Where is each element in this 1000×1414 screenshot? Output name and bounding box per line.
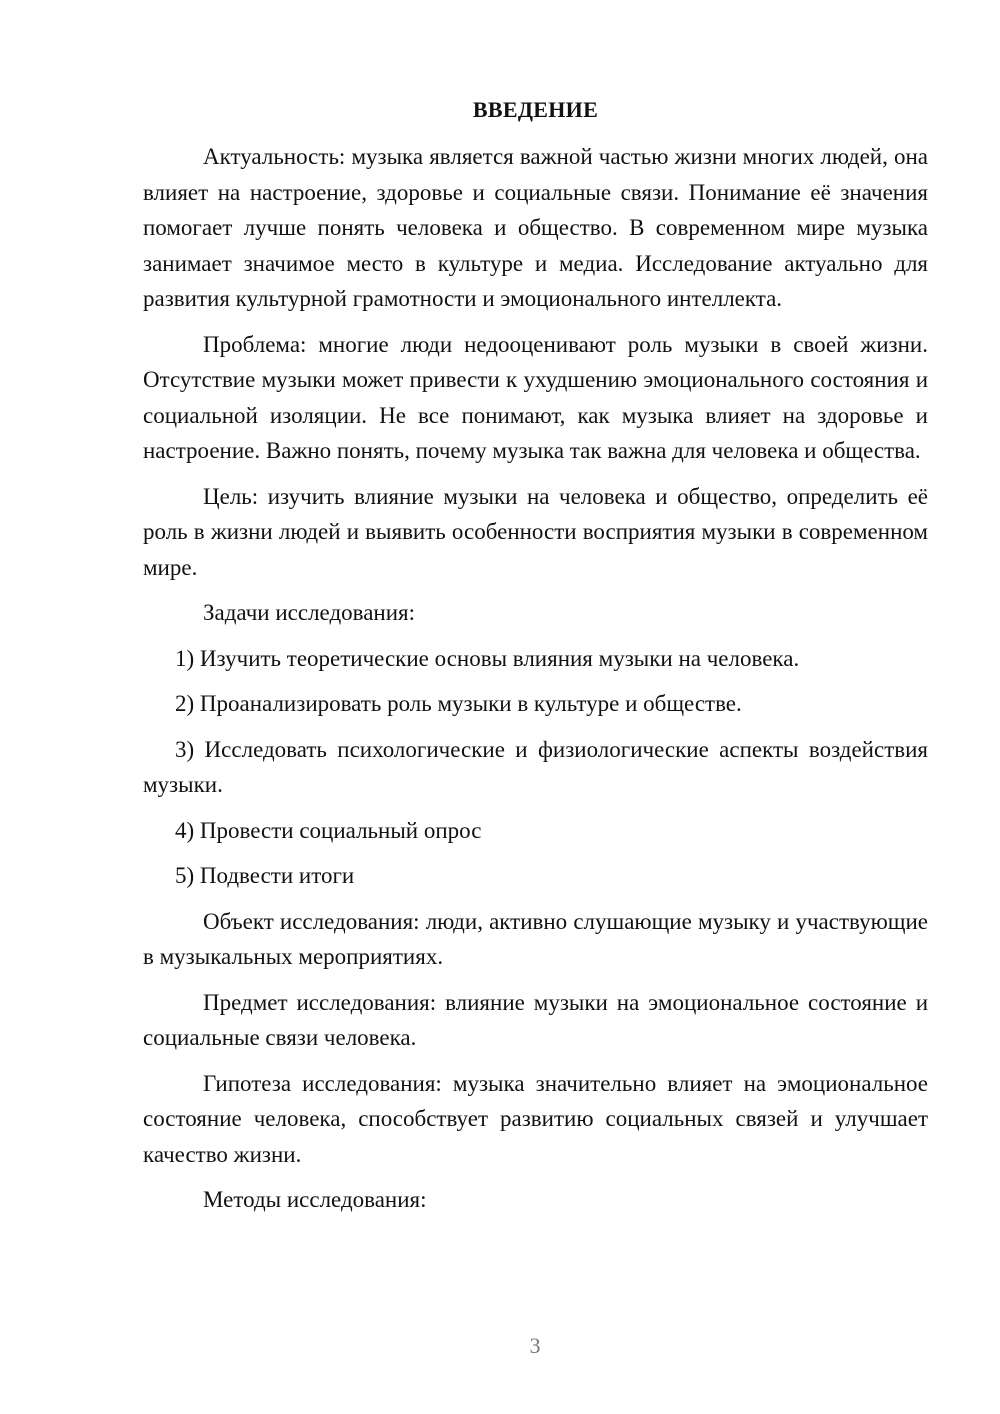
section-heading: ВВЕДЕНИЕ [472, 97, 599, 122]
relevance-paragraph: Актуальность: музыка является важной частью жизни многих людей, она влияет на настроение, здоровье и социальные связи. Понимание её значения помогает лучше понять человека и общество. В современном мире музыка занимает значимое место в культуре и медиа. Исследование актуально для развития культурной грамотности и эмоционального интеллекта. [143, 144, 928, 311]
research-object-paragraph: Объект исследования: люди, активно слушающие музыку и участвующие в музыкальных мероприятиях. [143, 908, 928, 969]
research-subject-paragraph: Предмет исследования: влияние музыки на эмоциональное состояние и социальные связи человека. [143, 989, 928, 1050]
methods-paragraph: Методы исследования: [203, 1187, 427, 1212]
problem-paragraph: Проблема: многие люди недооценивают роль музыки в своей жизни. Отсутствие музыки может привести к ухудшению эмоционального состояния и социальной изоляции. Не все понимают, как музыка влияет на здоровье и настроение. Важно понять, почему музыка так важна для человека и общества. [143, 331, 928, 463]
page-number: 3 [529, 1333, 541, 1358]
task-item-2: 2) Проанализировать роль музыки в культуре и обществе. [175, 691, 742, 716]
hypothesis-paragraph: Гипотеза исследования: музыка значительно влияет на эмоциональное состояние человека, способствует развитию социальных связей и улучшает качество жизни. [143, 1070, 928, 1167]
goal-paragraph: Цель: изучить влияние музыки на человека и общество, определить её роль в жизни людей и выявить особенности восприятия музыки в современном мире. [143, 483, 928, 580]
tasks-heading: Задачи исследования: [203, 600, 416, 625]
task-item-5: 5) Подвести итоги [175, 863, 355, 888]
task-item-3: 3) Исследовать психологические и физиологические аспекты воздействия музыки. [143, 736, 928, 797]
task-item-1: 1) Изучить теоретические основы влияния музыки на человека. [175, 645, 800, 671]
task-item-4: 4) Провести социальный опрос [175, 817, 482, 843]
page-content [143, 95, 928, 1228]
